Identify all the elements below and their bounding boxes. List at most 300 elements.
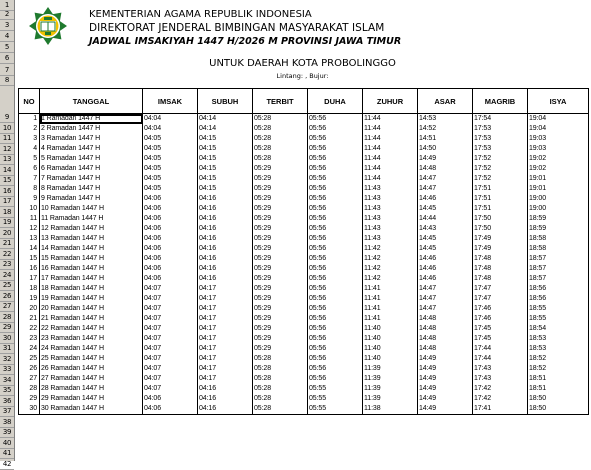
table-cell-subuh[interactable]: 04:14 bbox=[198, 114, 253, 125]
table-cell-no[interactable]: 15 bbox=[19, 254, 40, 264]
table-cell-subuh[interactable]: 04:16 bbox=[198, 384, 253, 394]
table-cell-zuhur[interactable]: 11:39 bbox=[363, 374, 418, 384]
table-cell-magrib[interactable]: 17:43 bbox=[473, 364, 528, 374]
table-cell-imsak[interactable]: 04:05 bbox=[143, 154, 198, 164]
table-cell-imsak[interactable]: 04:06 bbox=[143, 244, 198, 254]
row-number[interactable]: 2 bbox=[0, 9, 14, 20]
table-cell-magrib[interactable]: 17:52 bbox=[473, 174, 528, 184]
table-cell-no[interactable]: 28 bbox=[19, 384, 40, 394]
table-cell-terbit[interactable]: 05:28 bbox=[253, 384, 308, 394]
table-cell-duha[interactable]: 05:56 bbox=[308, 264, 363, 274]
table-cell-isya[interactable]: 18:58 bbox=[528, 244, 589, 254]
table-cell-no[interactable]: 25 bbox=[19, 354, 40, 364]
table-cell-zuhur[interactable]: 11:42 bbox=[363, 254, 418, 264]
table-cell-zuhur[interactable]: 11:42 bbox=[363, 274, 418, 284]
row-number[interactable]: 4 bbox=[0, 31, 14, 42]
table-cell-no[interactable]: 2 bbox=[19, 124, 40, 134]
table-cell-isya[interactable]: 18:51 bbox=[528, 374, 589, 384]
table-cell-duha[interactable]: 05:56 bbox=[308, 144, 363, 154]
row-number[interactable]: 13 bbox=[0, 154, 14, 165]
table-cell-no[interactable]: 10 bbox=[19, 204, 40, 214]
table-cell-zuhur[interactable]: 11:44 bbox=[363, 174, 418, 184]
table-cell-imsak[interactable]: 04:06 bbox=[143, 404, 198, 415]
table-cell-imsak[interactable]: 04:07 bbox=[143, 324, 198, 334]
table-cell-subuh[interactable]: 04:16 bbox=[198, 244, 253, 254]
table-cell-magrib[interactable]: 17:51 bbox=[473, 184, 528, 194]
table-cell-imsak[interactable]: 04:05 bbox=[143, 184, 198, 194]
table-cell-terbit[interactable]: 05:29 bbox=[253, 214, 308, 224]
table-cell-isya[interactable]: 18:57 bbox=[528, 264, 589, 274]
table-cell-terbit[interactable]: 05:29 bbox=[253, 344, 308, 354]
table-cell-imsak[interactable]: 04:07 bbox=[143, 294, 198, 304]
table-cell-imsak[interactable]: 04:06 bbox=[143, 214, 198, 224]
table-cell-tanggal[interactable]: 17 Ramadan 1447 H bbox=[40, 274, 143, 284]
table-cell-no[interactable]: 26 bbox=[19, 364, 40, 374]
table-cell-subuh[interactable]: 04:17 bbox=[198, 294, 253, 304]
table-cell-tanggal[interactable]: 7 Ramadan 1447 H bbox=[40, 174, 143, 184]
column-header-duha[interactable]: DUHA bbox=[308, 89, 363, 114]
table-cell-asar[interactable]: 14:45 bbox=[418, 204, 473, 214]
table-cell-subuh[interactable]: 04:16 bbox=[198, 194, 253, 204]
table-cell-magrib[interactable]: 17:45 bbox=[473, 334, 528, 344]
table-cell-zuhur[interactable]: 11:44 bbox=[363, 154, 418, 164]
table-cell-magrib[interactable]: 17:52 bbox=[473, 154, 528, 164]
table-cell-magrib[interactable]: 17:50 bbox=[473, 214, 528, 224]
table-cell-no[interactable]: 30 bbox=[19, 404, 40, 415]
table-cell-isya[interactable]: 19:04 bbox=[528, 124, 589, 134]
table-cell-tanggal[interactable]: 10 Ramadan 1447 H bbox=[40, 204, 143, 214]
table-cell-zuhur[interactable]: 11:41 bbox=[363, 314, 418, 324]
table-cell-terbit[interactable]: 05:28 bbox=[253, 394, 308, 404]
table-cell-imsak[interactable]: 04:07 bbox=[143, 314, 198, 324]
table-cell-imsak[interactable]: 04:05 bbox=[143, 134, 198, 144]
table-cell-duha[interactable]: 05:56 bbox=[308, 274, 363, 284]
column-header-no[interactable]: NO bbox=[19, 89, 40, 114]
table-cell-magrib[interactable]: 17:53 bbox=[473, 134, 528, 144]
table-cell-duha[interactable]: 05:56 bbox=[308, 194, 363, 204]
table-cell-imsak[interactable]: 04:06 bbox=[143, 274, 198, 284]
table-cell-tanggal[interactable]: 3 Ramadan 1447 H bbox=[40, 134, 143, 144]
table-cell-tanggal[interactable]: 29 Ramadan 1447 H bbox=[40, 394, 143, 404]
table-cell-isya[interactable]: 18:50 bbox=[528, 404, 589, 415]
table-cell-tanggal[interactable]: 30 Ramadan 1447 H bbox=[40, 404, 143, 415]
table-cell-zuhur[interactable]: 11:38 bbox=[363, 404, 418, 415]
table-cell-zuhur[interactable]: 11:40 bbox=[363, 344, 418, 354]
table-cell-terbit[interactable]: 05:29 bbox=[253, 324, 308, 334]
table-cell-subuh[interactable]: 04:14 bbox=[198, 124, 253, 134]
table-cell-asar[interactable]: 14:49 bbox=[418, 394, 473, 404]
table-cell-asar[interactable]: 14:52 bbox=[418, 124, 473, 134]
table-cell-subuh[interactable]: 04:17 bbox=[198, 334, 253, 344]
table-cell-subuh[interactable]: 04:15 bbox=[198, 154, 253, 164]
row-number[interactable]: 32 bbox=[0, 354, 14, 365]
column-header-imsak[interactable]: IMSAK bbox=[143, 89, 198, 114]
table-cell-no[interactable]: 5 bbox=[19, 154, 40, 164]
table-cell-duha[interactable]: 05:56 bbox=[308, 314, 363, 324]
table-cell-asar[interactable]: 14:53 bbox=[418, 114, 473, 125]
table-cell-asar[interactable]: 14:48 bbox=[418, 164, 473, 174]
table-cell-tanggal[interactable]: 9 Ramadan 1447 H bbox=[40, 194, 143, 204]
table-cell-isya[interactable]: 18:53 bbox=[528, 344, 589, 354]
table-cell-isya[interactable]: 18:56 bbox=[528, 284, 589, 294]
table-cell-isya[interactable]: 19:00 bbox=[528, 204, 589, 214]
table-cell-tanggal[interactable]: 22 Ramadan 1447 H bbox=[40, 324, 143, 334]
table-cell-duha[interactable]: 05:56 bbox=[308, 234, 363, 244]
table-cell-asar[interactable]: 14:50 bbox=[418, 144, 473, 154]
table-cell-zuhur[interactable]: 11:44 bbox=[363, 134, 418, 144]
table-cell-zuhur[interactable]: 11:39 bbox=[363, 364, 418, 374]
table-cell-subuh[interactable]: 04:16 bbox=[198, 224, 253, 234]
table-cell-terbit[interactable]: 05:29 bbox=[253, 304, 308, 314]
table-cell-terbit[interactable]: 05:29 bbox=[253, 314, 308, 324]
table-cell-asar[interactable]: 14:47 bbox=[418, 304, 473, 314]
table-cell-duha[interactable]: 05:56 bbox=[308, 134, 363, 144]
row-number[interactable]: 8 bbox=[0, 75, 14, 86]
table-cell-asar[interactable]: 14:45 bbox=[418, 244, 473, 254]
table-cell-duha[interactable]: 05:56 bbox=[308, 364, 363, 374]
table-cell-zuhur[interactable]: 11:39 bbox=[363, 394, 418, 404]
table-cell-magrib[interactable]: 17:48 bbox=[473, 254, 528, 264]
table-cell-subuh[interactable]: 04:17 bbox=[198, 354, 253, 364]
row-number[interactable]: 28 bbox=[0, 312, 14, 323]
table-cell-duha[interactable]: 05:56 bbox=[308, 294, 363, 304]
table-cell-subuh[interactable]: 04:15 bbox=[198, 134, 253, 144]
table-cell-duha[interactable]: 05:56 bbox=[308, 124, 363, 134]
table-cell-imsak[interactable]: 04:07 bbox=[143, 354, 198, 364]
table-cell-terbit[interactable]: 05:29 bbox=[253, 294, 308, 304]
table-cell-isya[interactable]: 18:53 bbox=[528, 334, 589, 344]
column-header-magrib[interactable]: MAGRIB bbox=[473, 89, 528, 114]
table-cell-terbit[interactable]: 05:29 bbox=[253, 204, 308, 214]
table-cell-asar[interactable]: 14:44 bbox=[418, 214, 473, 224]
table-cell-no[interactable]: 9 bbox=[19, 194, 40, 204]
row-number[interactable]: 30 bbox=[0, 333, 14, 344]
column-header-zuhur[interactable]: ZUHUR bbox=[363, 89, 418, 114]
row-number[interactable]: 31 bbox=[0, 343, 14, 354]
table-cell-asar[interactable]: 14:48 bbox=[418, 334, 473, 344]
table-cell-duha[interactable]: 05:56 bbox=[308, 334, 363, 344]
table-cell-tanggal[interactable]: 26 Ramadan 1447 H bbox=[40, 364, 143, 374]
row-number[interactable]: 27 bbox=[0, 301, 14, 312]
table-cell-terbit[interactable]: 05:29 bbox=[253, 174, 308, 184]
table-cell-magrib[interactable]: 17:48 bbox=[473, 264, 528, 274]
table-cell-asar[interactable]: 14:48 bbox=[418, 324, 473, 334]
table-cell-isya[interactable]: 19:01 bbox=[528, 184, 589, 194]
row-number[interactable]: 41 bbox=[0, 448, 14, 459]
table-cell-subuh[interactable]: 04:16 bbox=[198, 264, 253, 274]
row-number[interactable]: 22 bbox=[0, 249, 14, 260]
table-cell-zuhur[interactable]: 11:40 bbox=[363, 354, 418, 364]
table-cell-magrib[interactable]: 17:41 bbox=[473, 404, 528, 415]
row-number[interactable]: 29 bbox=[0, 322, 14, 333]
table-cell-subuh[interactable]: 04:16 bbox=[198, 214, 253, 224]
table-cell-imsak[interactable]: 04:07 bbox=[143, 384, 198, 394]
table-cell-zuhur[interactable]: 11:41 bbox=[363, 284, 418, 294]
table-cell-terbit[interactable]: 05:28 bbox=[253, 374, 308, 384]
table-cell-isya[interactable]: 19:00 bbox=[528, 194, 589, 204]
row-number[interactable]: 40 bbox=[0, 438, 14, 449]
table-cell-asar[interactable]: 14:46 bbox=[418, 264, 473, 274]
table-cell-imsak[interactable]: 04:05 bbox=[143, 174, 198, 184]
table-cell-subuh[interactable]: 04:15 bbox=[198, 184, 253, 194]
table-cell-subuh[interactable]: 04:17 bbox=[198, 284, 253, 294]
table-cell-imsak[interactable]: 04:05 bbox=[143, 164, 198, 174]
table-cell-no[interactable]: 27 bbox=[19, 374, 40, 384]
table-cell-duha[interactable]: 05:56 bbox=[308, 204, 363, 214]
table-cell-asar[interactable]: 14:43 bbox=[418, 224, 473, 234]
row-number[interactable]: 36 bbox=[0, 396, 14, 407]
table-cell-asar[interactable]: 14:47 bbox=[418, 184, 473, 194]
row-number[interactable]: 17 bbox=[0, 196, 14, 207]
table-cell-zuhur[interactable]: 11:41 bbox=[363, 304, 418, 314]
table-cell-no[interactable]: 12 bbox=[19, 224, 40, 234]
table-cell-zuhur[interactable]: 11:43 bbox=[363, 224, 418, 234]
row-number[interactable]: 6 bbox=[0, 53, 14, 64]
table-cell-duha[interactable]: 05:56 bbox=[308, 184, 363, 194]
table-cell-tanggal[interactable]: 1 Ramadan 1447 H bbox=[40, 114, 143, 125]
table-cell-tanggal[interactable]: 6 Ramadan 1447 H bbox=[40, 164, 143, 174]
table-cell-subuh[interactable]: 04:17 bbox=[198, 344, 253, 354]
table-cell-duha[interactable]: 05:56 bbox=[308, 254, 363, 264]
table-cell-no[interactable]: 18 bbox=[19, 284, 40, 294]
table-cell-subuh[interactable]: 04:15 bbox=[198, 144, 253, 154]
row-number[interactable]: 38 bbox=[0, 417, 14, 428]
row-number[interactable]: 18 bbox=[0, 207, 14, 218]
table-cell-magrib[interactable]: 17:49 bbox=[473, 234, 528, 244]
table-cell-duha[interactable]: 05:56 bbox=[308, 324, 363, 334]
table-cell-subuh[interactable]: 04:15 bbox=[198, 174, 253, 184]
table-cell-imsak[interactable]: 04:06 bbox=[143, 194, 198, 204]
table-cell-asar[interactable]: 14:46 bbox=[418, 254, 473, 264]
table-cell-magrib[interactable]: 17:42 bbox=[473, 384, 528, 394]
table-cell-duha[interactable]: 05:56 bbox=[308, 304, 363, 314]
table-cell-zuhur[interactable]: 11:39 bbox=[363, 384, 418, 394]
table-cell-isya[interactable]: 18:52 bbox=[528, 354, 589, 364]
table-cell-subuh[interactable]: 04:16 bbox=[198, 394, 253, 404]
table-cell-duha[interactable]: 05:56 bbox=[308, 284, 363, 294]
row-number[interactable]: 25 bbox=[0, 280, 14, 291]
table-cell-terbit[interactable]: 05:28 bbox=[253, 364, 308, 374]
column-header-asar[interactable]: ASAR bbox=[418, 89, 473, 114]
table-cell-no[interactable]: 21 bbox=[19, 314, 40, 324]
table-cell-terbit[interactable]: 05:29 bbox=[253, 274, 308, 284]
table-cell-terbit[interactable]: 05:29 bbox=[253, 284, 308, 294]
row-number[interactable]: 14 bbox=[0, 165, 14, 176]
table-cell-terbit[interactable]: 05:29 bbox=[253, 264, 308, 274]
table-cell-magrib[interactable]: 17:48 bbox=[473, 274, 528, 284]
table-cell-magrib[interactable]: 17:54 bbox=[473, 114, 528, 125]
table-cell-isya[interactable]: 19:03 bbox=[528, 144, 589, 154]
row-number[interactable]: 21 bbox=[0, 238, 14, 249]
table-cell-no[interactable]: 14 bbox=[19, 244, 40, 254]
table-cell-asar[interactable]: 14:46 bbox=[418, 194, 473, 204]
row-number[interactable]: 3 bbox=[0, 20, 14, 31]
row-number[interactable]: 35 bbox=[0, 385, 14, 396]
table-cell-duha[interactable]: 05:55 bbox=[308, 404, 363, 415]
table-cell-asar[interactable]: 14:49 bbox=[418, 364, 473, 374]
table-cell-duha[interactable]: 05:56 bbox=[308, 214, 363, 224]
table-cell-asar[interactable]: 14:48 bbox=[418, 314, 473, 324]
table-cell-terbit[interactable]: 05:29 bbox=[253, 224, 308, 234]
table-cell-asar[interactable]: 14:49 bbox=[418, 404, 473, 415]
table-cell-tanggal[interactable]: 23 Ramadan 1447 H bbox=[40, 334, 143, 344]
table-cell-subuh[interactable]: 04:16 bbox=[198, 404, 253, 415]
table-cell-no[interactable]: 4 bbox=[19, 144, 40, 154]
table-cell-no[interactable]: 29 bbox=[19, 394, 40, 404]
table-cell-isya[interactable]: 18:54 bbox=[528, 324, 589, 334]
table-cell-duha[interactable]: 05:56 bbox=[308, 164, 363, 174]
table-cell-isya[interactable]: 18:52 bbox=[528, 364, 589, 374]
row-number[interactable]: 26 bbox=[0, 291, 14, 302]
table-cell-tanggal[interactable]: 24 Ramadan 1447 H bbox=[40, 344, 143, 354]
table-cell-tanggal[interactable]: 12 Ramadan 1447 H bbox=[40, 224, 143, 234]
table-cell-isya[interactable]: 19:02 bbox=[528, 164, 589, 174]
row-number[interactable]: 34 bbox=[0, 375, 14, 386]
table-cell-terbit[interactable]: 05:29 bbox=[253, 334, 308, 344]
table-cell-duha[interactable]: 05:56 bbox=[308, 114, 363, 125]
table-cell-isya[interactable]: 19:03 bbox=[528, 134, 589, 144]
table-cell-zuhur[interactable]: 11:43 bbox=[363, 204, 418, 214]
table-cell-duha[interactable]: 05:56 bbox=[308, 344, 363, 354]
table-cell-imsak[interactable]: 04:06 bbox=[143, 254, 198, 264]
table-cell-no[interactable]: 8 bbox=[19, 184, 40, 194]
table-cell-isya[interactable]: 18:55 bbox=[528, 314, 589, 324]
table-cell-terbit[interactable]: 05:29 bbox=[253, 254, 308, 264]
table-cell-tanggal[interactable]: 14 Ramadan 1447 H bbox=[40, 244, 143, 254]
table-cell-terbit[interactable]: 05:29 bbox=[253, 234, 308, 244]
table-cell-magrib[interactable]: 17:47 bbox=[473, 294, 528, 304]
table-cell-isya[interactable]: 18:55 bbox=[528, 304, 589, 314]
table-cell-tanggal[interactable]: 8 Ramadan 1447 H bbox=[40, 184, 143, 194]
table-cell-subuh[interactable]: 04:16 bbox=[198, 274, 253, 284]
table-cell-asar[interactable]: 14:49 bbox=[418, 354, 473, 364]
row-number[interactable]: 7 bbox=[0, 65, 14, 76]
table-cell-magrib[interactable]: 17:44 bbox=[473, 344, 528, 354]
table-cell-imsak[interactable]: 04:07 bbox=[143, 344, 198, 354]
table-cell-no[interactable]: 3 bbox=[19, 134, 40, 144]
table-cell-imsak[interactable]: 04:04 bbox=[143, 124, 198, 134]
table-cell-subuh[interactable]: 04:17 bbox=[198, 324, 253, 334]
table-cell-tanggal[interactable]: 25 Ramadan 1447 H bbox=[40, 354, 143, 364]
table-cell-imsak[interactable]: 04:06 bbox=[143, 234, 198, 244]
table-cell-zuhur[interactable]: 11:43 bbox=[363, 214, 418, 224]
table-cell-imsak[interactable]: 04:07 bbox=[143, 334, 198, 344]
table-cell-zuhur[interactable]: 11:43 bbox=[363, 234, 418, 244]
table-cell-terbit[interactable]: 05:28 bbox=[253, 354, 308, 364]
table-cell-magrib[interactable]: 17:52 bbox=[473, 164, 528, 174]
table-cell-terbit[interactable]: 05:28 bbox=[253, 124, 308, 134]
row-number[interactable]: 33 bbox=[0, 364, 14, 375]
table-cell-tanggal[interactable]: 2 Ramadan 1447 H bbox=[40, 124, 143, 134]
table-cell-duha[interactable]: 05:56 bbox=[308, 244, 363, 254]
table-cell-magrib[interactable]: 17:44 bbox=[473, 354, 528, 364]
row-number[interactable]: 12 bbox=[0, 144, 14, 155]
table-cell-subuh[interactable]: 04:16 bbox=[198, 234, 253, 244]
row-number[interactable]: 23 bbox=[0, 259, 14, 270]
table-cell-asar[interactable]: 14:49 bbox=[418, 374, 473, 384]
row-number[interactable]: 9 bbox=[0, 112, 14, 123]
row-number[interactable]: 24 bbox=[0, 270, 14, 281]
table-cell-terbit[interactable]: 05:28 bbox=[253, 134, 308, 144]
table-cell-asar[interactable]: 14:47 bbox=[418, 294, 473, 304]
table-cell-magrib[interactable]: 17:43 bbox=[473, 374, 528, 384]
table-cell-duha[interactable]: 05:56 bbox=[308, 354, 363, 364]
table-cell-duha[interactable]: 05:56 bbox=[308, 224, 363, 234]
table-cell-terbit[interactable]: 05:29 bbox=[253, 184, 308, 194]
table-cell-zuhur[interactable]: 11:42 bbox=[363, 244, 418, 254]
row-number[interactable]: 19 bbox=[0, 217, 14, 228]
table-cell-magrib[interactable]: 17:45 bbox=[473, 324, 528, 334]
table-cell-subuh[interactable]: 04:17 bbox=[198, 314, 253, 324]
table-cell-no[interactable]: 7 bbox=[19, 174, 40, 184]
table-cell-magrib[interactable]: 17:46 bbox=[473, 304, 528, 314]
table-cell-asar[interactable]: 14:45 bbox=[418, 234, 473, 244]
table-cell-asar[interactable]: 14:47 bbox=[418, 174, 473, 184]
table-cell-magrib[interactable]: 17:51 bbox=[473, 194, 528, 204]
table-cell-imsak[interactable]: 04:07 bbox=[143, 374, 198, 384]
table-cell-magrib[interactable]: 17:53 bbox=[473, 124, 528, 134]
row-number[interactable]: 11 bbox=[0, 133, 14, 144]
table-cell-imsak[interactable]: 04:07 bbox=[143, 284, 198, 294]
table-cell-no[interactable]: 22 bbox=[19, 324, 40, 334]
table-cell-asar[interactable]: 14:48 bbox=[418, 344, 473, 354]
row-number[interactable]: 37 bbox=[0, 406, 14, 417]
table-cell-subuh[interactable]: 04:16 bbox=[198, 254, 253, 264]
table-cell-no[interactable]: 13 bbox=[19, 234, 40, 244]
table-cell-subuh[interactable]: 04:17 bbox=[198, 304, 253, 314]
table-cell-imsak[interactable]: 04:04 bbox=[143, 114, 198, 125]
table-cell-duha[interactable]: 05:56 bbox=[308, 374, 363, 384]
table-cell-tanggal[interactable]: 28 Ramadan 1447 H bbox=[40, 384, 143, 394]
table-cell-imsak[interactable]: 04:06 bbox=[143, 264, 198, 274]
table-cell-terbit[interactable]: 05:29 bbox=[253, 164, 308, 174]
table-cell-isya[interactable]: 18:57 bbox=[528, 274, 589, 284]
column-header-isya[interactable]: ISYA bbox=[528, 89, 589, 114]
table-cell-zuhur[interactable]: 11:43 bbox=[363, 194, 418, 204]
table-cell-tanggal[interactable]: 5 Ramadan 1447 H bbox=[40, 154, 143, 164]
table-cell-magrib[interactable]: 17:49 bbox=[473, 244, 528, 254]
table-cell-imsak[interactable]: 04:06 bbox=[143, 394, 198, 404]
table-cell-no[interactable]: 23 bbox=[19, 334, 40, 344]
table-cell-terbit[interactable]: 05:28 bbox=[253, 144, 308, 154]
table-cell-tanggal[interactable]: 16 Ramadan 1447 H bbox=[40, 264, 143, 274]
table-cell-subuh[interactable]: 04:17 bbox=[198, 364, 253, 374]
table-cell-no[interactable]: 19 bbox=[19, 294, 40, 304]
row-number[interactable]: 5 bbox=[0, 42, 14, 53]
table-cell-magrib[interactable]: 17:42 bbox=[473, 394, 528, 404]
table-cell-terbit[interactable]: 05:28 bbox=[253, 114, 308, 125]
table-cell-duha[interactable]: 05:55 bbox=[308, 384, 363, 394]
table-cell-terbit[interactable]: 05:28 bbox=[253, 404, 308, 415]
table-cell-duha[interactable]: 05:56 bbox=[308, 154, 363, 164]
table-cell-zuhur[interactable]: 11:44 bbox=[363, 144, 418, 154]
table-cell-magrib[interactable]: 17:46 bbox=[473, 314, 528, 324]
table-cell-subuh[interactable]: 04:16 bbox=[198, 204, 253, 214]
table-cell-asar[interactable]: 14:51 bbox=[418, 134, 473, 144]
table-cell-terbit[interactable]: 05:28 bbox=[253, 154, 308, 164]
table-cell-isya[interactable]: 18:58 bbox=[528, 234, 589, 244]
table-cell-magrib[interactable]: 17:53 bbox=[473, 144, 528, 154]
table-cell-imsak[interactable]: 04:05 bbox=[143, 144, 198, 154]
table-cell-subuh[interactable]: 04:17 bbox=[198, 374, 253, 384]
table-cell-zuhur[interactable]: 11:44 bbox=[363, 164, 418, 174]
row-number[interactable]: 16 bbox=[0, 186, 14, 197]
row-number[interactable]: 10 bbox=[0, 123, 14, 134]
table-cell-duha[interactable]: 05:55 bbox=[308, 394, 363, 404]
row-number[interactable]: 20 bbox=[0, 228, 14, 239]
table-cell-tanggal[interactable]: 11 Ramadan 1447 H bbox=[40, 214, 143, 224]
table-cell-tanggal[interactable]: 19 Ramadan 1447 H bbox=[40, 294, 143, 304]
